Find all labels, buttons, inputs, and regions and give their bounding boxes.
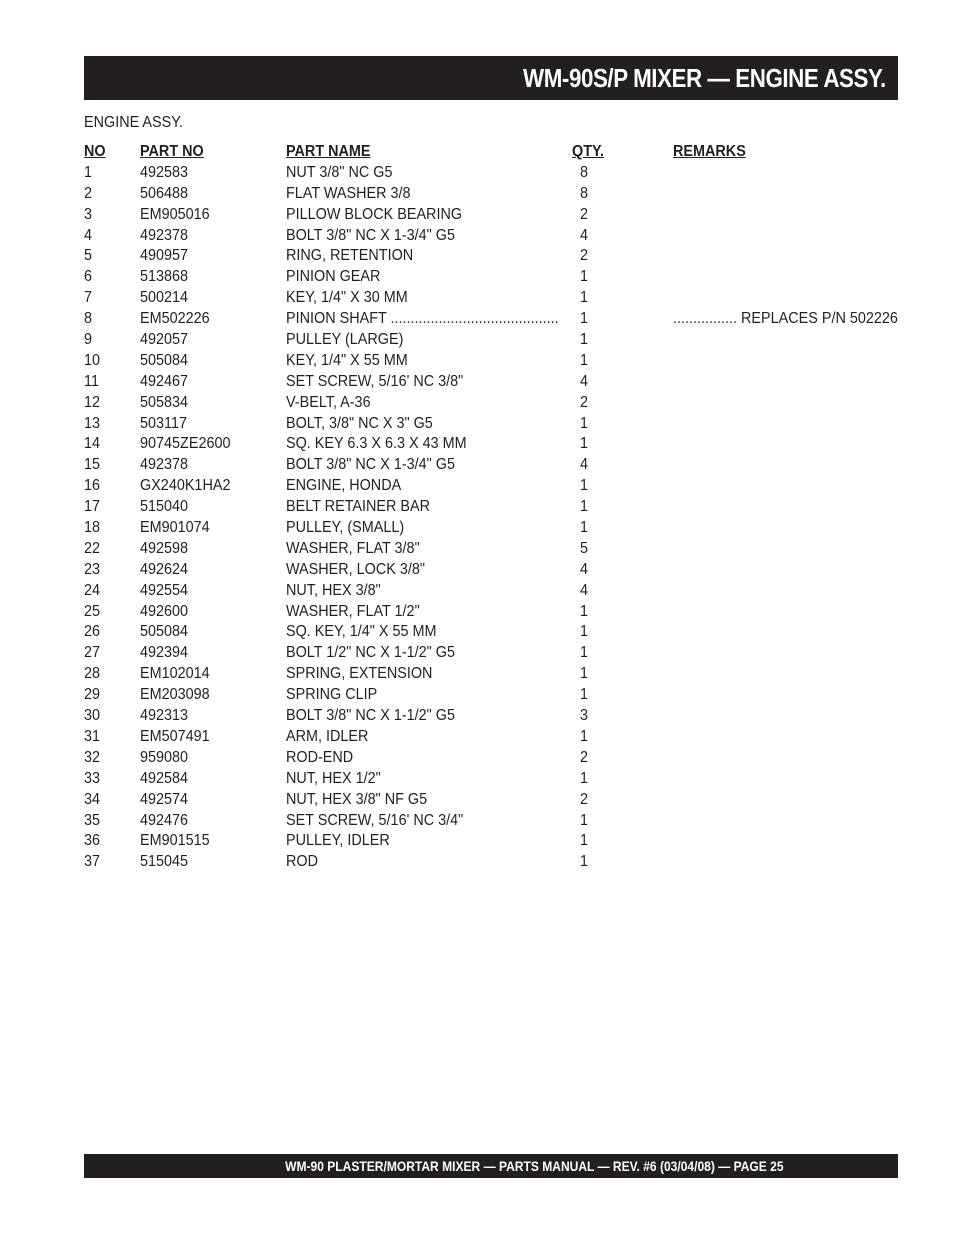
cell-qty: 2 — [580, 790, 589, 808]
cell-qty: 1 — [580, 686, 589, 704]
cell-qty: 1 — [580, 665, 589, 683]
cell-part-no: 492600 — [140, 602, 189, 620]
cell-no: 27 — [84, 644, 101, 662]
table-row — [84, 685, 884, 706]
cell-part-name: ENGINE, HONDA — [286, 477, 402, 495]
cell-qty: 1 — [580, 769, 589, 787]
cell-part-no: 513868 — [140, 268, 189, 286]
cell-part-no: 492554 — [140, 581, 189, 599]
cell-part-name: ROD — [286, 853, 319, 871]
table-header-row — [84, 142, 884, 163]
cell-part-name: KEY, 1/4" X 55 MM — [286, 351, 408, 369]
cell-part-name: BOLT, 3/8" NC X 3" G5 — [286, 414, 433, 432]
cell-part-no: 492467 — [140, 372, 189, 390]
table-row — [84, 476, 884, 497]
cell-part-name: BOLT 3/8" NC X 1-1/2" G5 — [286, 707, 455, 725]
cell-part-name: PILLOW BLOCK BEARING — [286, 205, 463, 223]
cell-qty: 1 — [580, 351, 589, 369]
cell-no: 10 — [84, 351, 101, 369]
table-row — [84, 455, 884, 476]
table-row — [84, 205, 884, 226]
cell-part-no: 492583 — [140, 163, 189, 181]
table-row — [84, 518, 884, 539]
cell-part-no: EM901515 — [140, 832, 210, 850]
cell-no: 1 — [84, 163, 93, 181]
table-row — [84, 539, 884, 560]
column-header-remarks: REMARKS — [673, 143, 746, 160]
cell-qty: 1 — [580, 435, 589, 453]
parts-table — [84, 142, 898, 873]
cell-part-no: 505834 — [140, 393, 189, 411]
cell-part-no: EM905016 — [140, 205, 210, 223]
cell-part-name: NUT, HEX 1/2" — [286, 769, 381, 787]
table-row — [84, 226, 884, 247]
cell-part-name: FLAT WASHER 3/8 — [286, 184, 411, 202]
footer-bar — [84, 1154, 898, 1178]
cell-part-name: PULLEY, (SMALL) — [286, 519, 405, 537]
cell-part-no: 492476 — [140, 811, 189, 829]
cell-part-no: 515045 — [140, 853, 189, 871]
cell-part-no: 515040 — [140, 498, 189, 516]
cell-no: 14 — [84, 435, 101, 453]
column-header-qty: QTY. — [572, 143, 605, 160]
cell-no: 8 — [84, 310, 93, 328]
cell-no: 11 — [84, 372, 99, 390]
cell-qty: 1 — [580, 644, 589, 662]
cell-part-name: SPRING CLIP — [286, 686, 378, 704]
cell-qty: 5 — [580, 539, 589, 557]
table-row — [84, 602, 884, 623]
cell-qty: 1 — [580, 414, 589, 432]
cell-no: 5 — [84, 247, 93, 265]
cell-part-name: V-BELT, A-36 — [286, 393, 371, 411]
cell-part-no: EM507491 — [140, 727, 210, 745]
cell-no: 29 — [84, 686, 101, 704]
cell-part-name: BELT RETAINER BAR — [286, 498, 431, 516]
cell-part-name: PULLEY, IDLER — [286, 832, 390, 850]
cell-no: 12 — [84, 393, 101, 411]
cell-part-no: 492584 — [140, 769, 189, 787]
cell-part-name: SQ. KEY 6.3 X 6.3 X 43 MM — [286, 435, 467, 453]
cell-qty: 1 — [580, 832, 589, 850]
cell-qty: 8 — [580, 163, 589, 181]
cell-no: 22 — [84, 539, 101, 557]
cell-part-no: 90745ZE2600 — [140, 435, 231, 453]
cell-no: 32 — [84, 748, 101, 766]
cell-no: 35 — [84, 811, 101, 829]
table-row — [84, 643, 884, 664]
cell-no: 9 — [84, 331, 93, 349]
cell-qty: 1 — [580, 268, 589, 286]
cell-qty: 1 — [580, 289, 589, 307]
column-header-part-no: PART NO — [140, 143, 204, 160]
table-row — [84, 330, 884, 351]
cell-no: 4 — [84, 226, 93, 244]
cell-qty: 1 — [580, 519, 589, 537]
table-row — [84, 622, 884, 643]
cell-qty: 2 — [580, 393, 589, 411]
cell-no: 26 — [84, 623, 101, 641]
table-row — [84, 727, 884, 748]
cell-no: 23 — [84, 560, 101, 578]
cell-part-no: 492378 — [140, 226, 189, 244]
cell-part-name: ARM, IDLER — [286, 727, 369, 745]
cell-no: 36 — [84, 832, 101, 850]
cell-no: 30 — [84, 707, 101, 725]
cell-part-no: 506488 — [140, 184, 189, 202]
cell-part-name: SQ. KEY, 1/4" X 55 MM — [286, 623, 437, 641]
cell-no: 33 — [84, 769, 101, 787]
cell-qty: 4 — [580, 226, 589, 244]
table-row — [84, 769, 884, 790]
table-row — [84, 246, 884, 267]
cell-qty: 4 — [580, 560, 589, 578]
table-row — [84, 393, 884, 414]
cell-part-no: 500214 — [140, 289, 189, 307]
cell-part-no: 492057 — [140, 331, 189, 349]
cell-qty: 1 — [580, 310, 589, 328]
cell-qty: 1 — [580, 853, 589, 871]
cell-part-no: 505084 — [140, 623, 189, 641]
cell-qty: 1 — [580, 331, 589, 349]
page-title: WM-90S/P MIXER — ENGINE ASSY. — [523, 62, 886, 93]
cell-part-no: 959080 — [140, 748, 189, 766]
cell-qty: 1 — [580, 727, 589, 745]
table-row — [84, 790, 884, 811]
cell-part-no: 492598 — [140, 539, 189, 557]
cell-qty: 3 — [580, 707, 589, 725]
table-row — [84, 852, 884, 873]
cell-no: 13 — [84, 414, 101, 432]
cell-part-no: EM102014 — [140, 665, 210, 683]
cell-no: 7 — [84, 289, 93, 307]
cell-part-no: 505084 — [140, 351, 189, 369]
cell-qty: 4 — [580, 581, 589, 599]
cell-part-name: SET SCREW, 5/16' NC 3/4" — [286, 811, 464, 829]
cell-part-name: SPRING, EXTENSION — [286, 665, 433, 683]
table-row — [84, 351, 884, 372]
cell-no: 18 — [84, 519, 101, 537]
table-row — [84, 581, 884, 602]
table-row — [84, 831, 884, 852]
cell-part-name: RING, RETENTION — [286, 247, 414, 265]
cell-part-name: WASHER, FLAT 3/8" — [286, 539, 420, 557]
section-label: ENGINE ASSY. — [84, 114, 183, 131]
table-row — [84, 811, 884, 832]
cell-no: 34 — [84, 790, 101, 808]
cell-qty: 2 — [580, 247, 589, 265]
cell-part-name: PINION SHAFT .......................................... — [286, 310, 559, 328]
column-header-part-name: PART NAME — [286, 143, 371, 160]
cell-part-name: BOLT 3/8" NC X 1-3/4" G5 — [286, 456, 455, 474]
cell-no: 2 — [84, 184, 93, 202]
cell-part-name: BOLT 3/8" NC X 1-3/4" G5 — [286, 226, 455, 244]
cell-part-name: BOLT 1/2" NC X 1-1/2" G5 — [286, 644, 455, 662]
table-row — [84, 309, 898, 330]
cell-no: 16 — [84, 477, 101, 495]
cell-part-name: PULLEY (LARGE) — [286, 331, 404, 349]
cell-part-name: SET SCREW, 5/16' NC 3/8" — [286, 372, 464, 390]
cell-part-no: EM901074 — [140, 519, 210, 537]
cell-part-no: 492624 — [140, 560, 189, 578]
table-row — [84, 560, 884, 581]
cell-qty: 1 — [580, 498, 589, 516]
cell-part-no: EM203098 — [140, 686, 210, 704]
table-row — [84, 267, 884, 288]
cell-no: 28 — [84, 665, 101, 683]
cell-qty: 1 — [580, 811, 589, 829]
cell-part-name: ROD-END — [286, 748, 354, 766]
cell-part-name: WASHER, FLAT 1/2" — [286, 602, 420, 620]
cell-part-no: EM502226 — [140, 310, 210, 328]
cell-qty: 8 — [580, 184, 589, 202]
table-row — [84, 748, 884, 769]
table-row — [84, 288, 884, 309]
cell-no: 15 — [84, 456, 101, 474]
cell-part-no: 503117 — [140, 414, 187, 432]
table-row — [84, 372, 884, 393]
cell-no: 31 — [84, 727, 101, 745]
page-title-bar — [84, 56, 898, 100]
cell-qty: 1 — [580, 602, 589, 620]
cell-qty: 4 — [580, 372, 589, 390]
cell-qty: 2 — [580, 748, 589, 766]
cell-no: 17 — [84, 498, 101, 516]
table-row — [84, 706, 884, 727]
cell-no: 6 — [84, 268, 93, 286]
cell-part-no: 490957 — [140, 247, 189, 265]
cell-qty: 1 — [580, 623, 589, 641]
table-row — [84, 434, 884, 455]
cell-part-name: WASHER, LOCK 3/8" — [286, 560, 426, 578]
table-row — [84, 414, 884, 435]
cell-part-no: 492313 — [140, 707, 189, 725]
cell-no: 24 — [84, 581, 101, 599]
cell-part-no: 492574 — [140, 790, 189, 808]
cell-qty: 2 — [580, 205, 589, 223]
cell-remarks: ................ REPLACES P/N 502226 — [673, 310, 898, 328]
cell-no: 25 — [84, 602, 101, 620]
table-row — [84, 184, 884, 205]
cell-part-name: NUT, HEX 3/8" NF G5 — [286, 790, 428, 808]
table-row — [84, 664, 884, 685]
cell-no: 37 — [84, 853, 101, 871]
cell-part-name: PINION GEAR — [286, 268, 381, 286]
table-row — [84, 163, 884, 184]
cell-qty: 1 — [580, 477, 589, 495]
cell-no: 3 — [84, 205, 93, 223]
footer-text: WM-90 PLASTER/MORTAR MIXER — PARTS MANUAL — REV. #6 (03/04/08) — PAGE 25 — [285, 1158, 784, 1174]
cell-part-no: 492378 — [140, 456, 189, 474]
cell-part-no: GX240K1HA2 — [140, 477, 231, 495]
table-row — [84, 497, 884, 518]
cell-part-name: NUT 3/8" NC G5 — [286, 163, 393, 181]
cell-part-name: KEY, 1/4" X 30 MM — [286, 289, 408, 307]
column-header-no: NO — [84, 143, 106, 160]
cell-part-name: NUT, HEX 3/8" — [286, 581, 381, 599]
cell-part-no: 492394 — [140, 644, 189, 662]
cell-qty: 4 — [580, 456, 589, 474]
